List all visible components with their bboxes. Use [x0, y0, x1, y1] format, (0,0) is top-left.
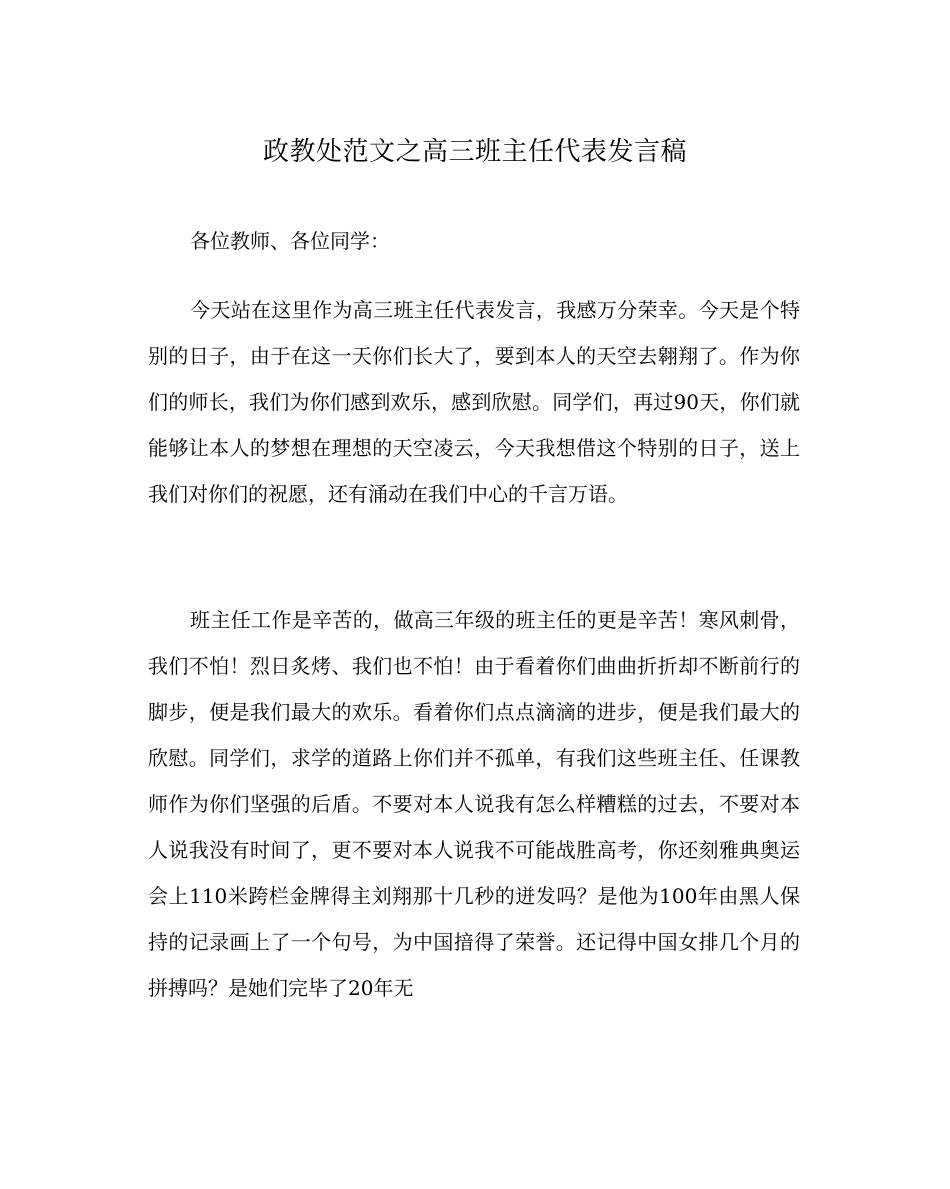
paragraph: 今天站在这里作为高三班主任代表发言，我感万分荣幸。今天是个特别的日子，由于在这一天你们长大了，要到本人的天空去翱翔了。作为你们的师长，我们为你们感到欢乐，感到欣慰。同学们，再过90天，你们就能够让本人的梦想在理想的天空凌云，今天我想借这个特别的日子，送上我们对你们的祝愿，还有涌动在我们中心的千言万语。: [148, 298, 800, 506]
salutation: 各位教师、各位同学：: [190, 229, 390, 253]
page-title: 政教处范文之高三班主任代表发言稿: [262, 137, 687, 167]
paragraph: 班主任工作是辛苦的，做高三年级的班主任的更是辛苦！寒风刺骨，我们不怕！烈日炙烤、我们也不怕！由于看着你们曲曲折折却不断前行的脚步，便是我们最大的欢乐。看着你们点点滴滴的进步，便是我们最大的欣慰。同学们，求学的道路上你们并不孤单，有我们这些班主任、任课教师作为你们坚强的后盾。不要对本人说我有怎么样糟糕的过去，不要对本人说我没有时间了，更不要对本人说我不可能战胜高考，你还刻雅典奥运会上110米跨栏金牌得主刘翔那十几秒的迸发吗？是他为100年由黑人保持的记录画上了一个句号，为中国揞得了荣誉。还记得中国女排几个月的拼搏吗？是她们完毕了20年无: [148, 608, 800, 1000]
